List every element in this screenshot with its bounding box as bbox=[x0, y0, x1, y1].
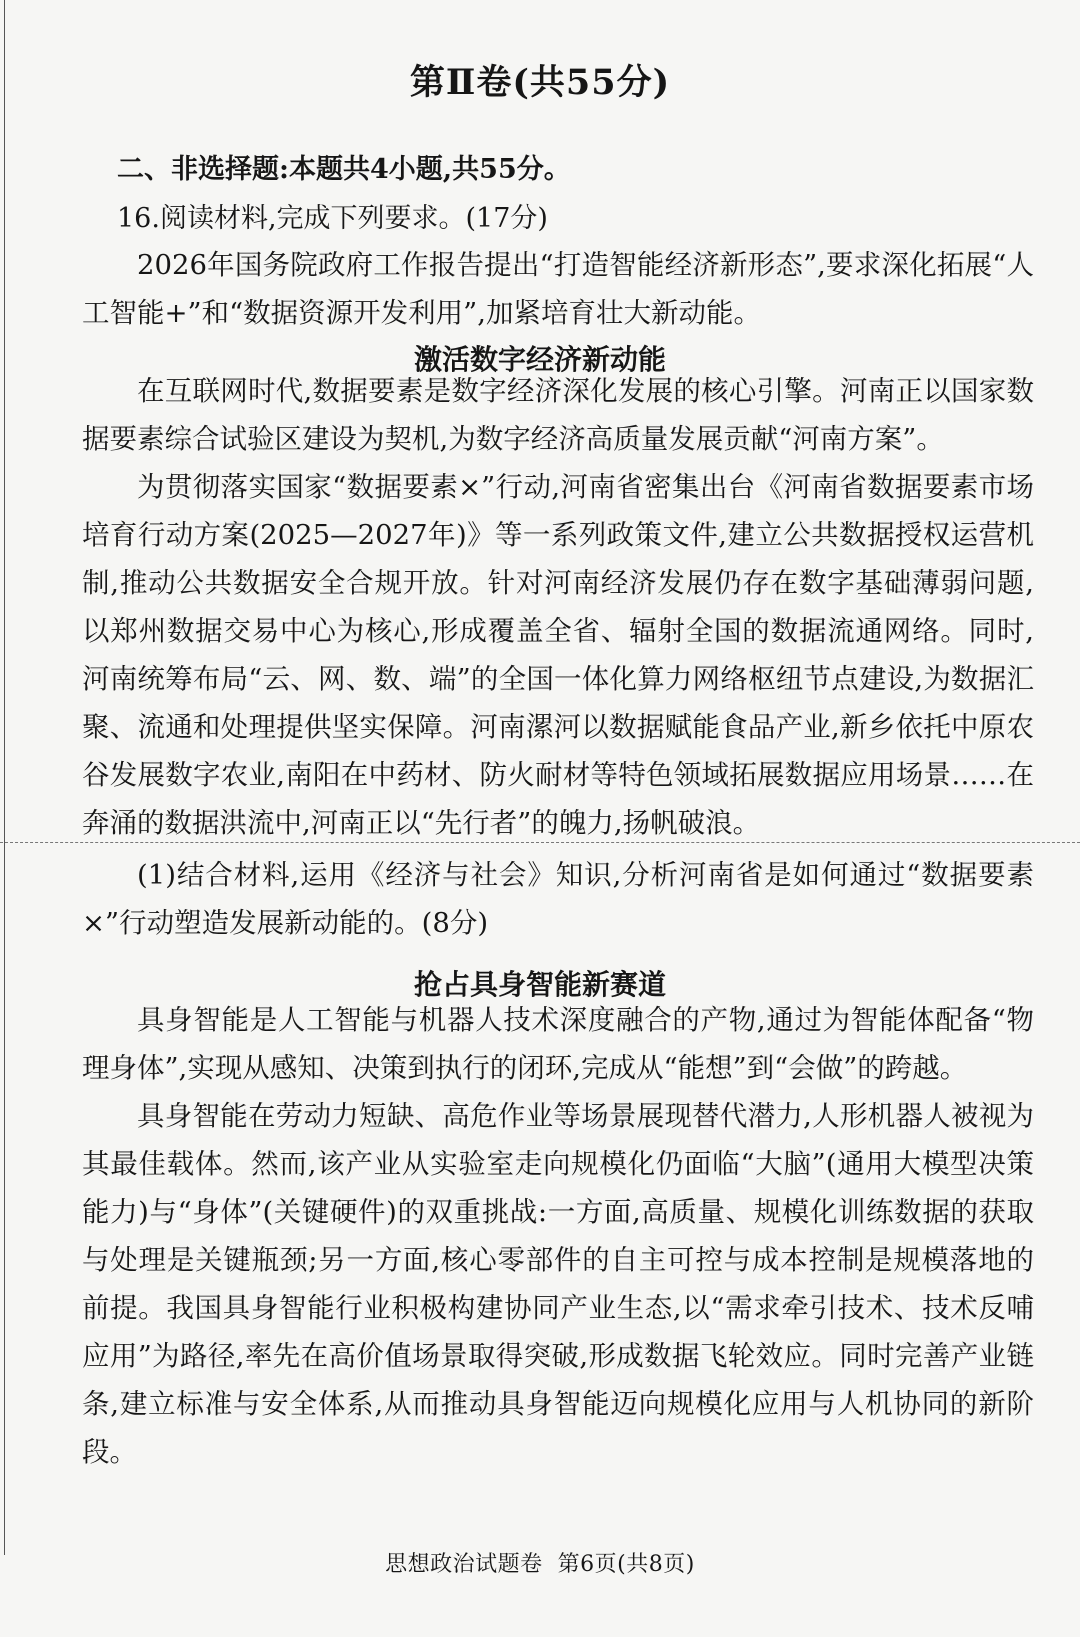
material-2-paragraph-1: 具身智能是人工智能与机器人技术深度融合的产物,通过为智能体配备“物理身体”,实现从感知、决策到执行的闭环,完成从“能想”到“会做”的跨越。 bbox=[82, 1004, 1034, 1084]
material-intro: 2026年国务院政府工作报告提出“打造智能经济新形态”,要求深化拓展“人工智能+”和“数据资源开发利用”,加紧培育壮大新动能。 bbox=[82, 249, 1034, 329]
dashed-divider bbox=[0, 842, 1080, 843]
material-1-paragraph-1: 在互联网时代,数据要素是数字经济深化发展的核心引擎。河南正以国家数据要素综合试验区建设为契机,为数字经济高质量发展贡献“河南方案”。 bbox=[82, 375, 1034, 455]
material-2-title: 抢占具身智能新赛道 bbox=[413, 968, 666, 1001]
page-footer: 思想政治试题卷 第6页(共8页) bbox=[385, 1552, 695, 1577]
paper-title: 第Ⅱ卷(共55分) bbox=[409, 62, 671, 103]
section-heading: 二、非选择题:本题共4小题,共55分。 bbox=[117, 154, 571, 185]
question-16-prompt: 16.阅读材料,完成下列要求。(17分) bbox=[117, 203, 548, 234]
sub-question-1: (1)结合材料,运用《经济与社会》知识,分析河南省是如何通过“数据要素×”行动塑造发展新动能的。(8分) bbox=[82, 859, 1034, 939]
material-1-paragraph-2: 为贯彻落实国家“数据要素×”行动,河南省密集出台《河南省数据要素市场培育行动方案(2025—2027年)》等一系列政策文件,建立公共数据授权运营机制,推动公共数据安全合规开放。针对河南经济发展仍存在数字基础薄弱问题,以郑州数据交易中心为核心,形成覆盖全省、辐射全国的数据流通网络。同时,河南统筹布局“云、网、数、端”的全国一体化算力网络枢纽节点建设,为数据汇聚、流通和处理提供坚实保障。河南漯河以数据赋能食品产业,新乡依托中原农谷发展数字农业,南阳在中药材、防火耐材等特色领域拓展数据应用场景……在奔涌的数据洪流中,河南正以“先行者”的魄力,扬帆破浪。 bbox=[82, 471, 1034, 839]
material-1-title: 激活数字经济新动能 bbox=[413, 343, 666, 376]
material-2-paragraph-2: 具身智能在劳动力短缺、高危作业等场景展现替代潜力,人形机器人被视为其最佳载体。然而,该产业从实验室走向规模化仍面临“大脑”(通用大模型决策能力)与“身体”(关键硬件)的双重挑战:一方面,高质量、规模化训练数据的获取与处理是关键瓶颈;另一方面,核心零部件的自主可控与成本控制是规模落地的前提。我国具身智能行业积极构建协同产业生态,以“需求牵引技术、技术反哺应用”为路径,率先在高价值场景取得突破,形成数据飞轮效应。同时完善产业链条,建立标准与安全体系,从而推动具身智能迈向规模化应用与人机协同的新阶段。 bbox=[82, 1100, 1034, 1468]
